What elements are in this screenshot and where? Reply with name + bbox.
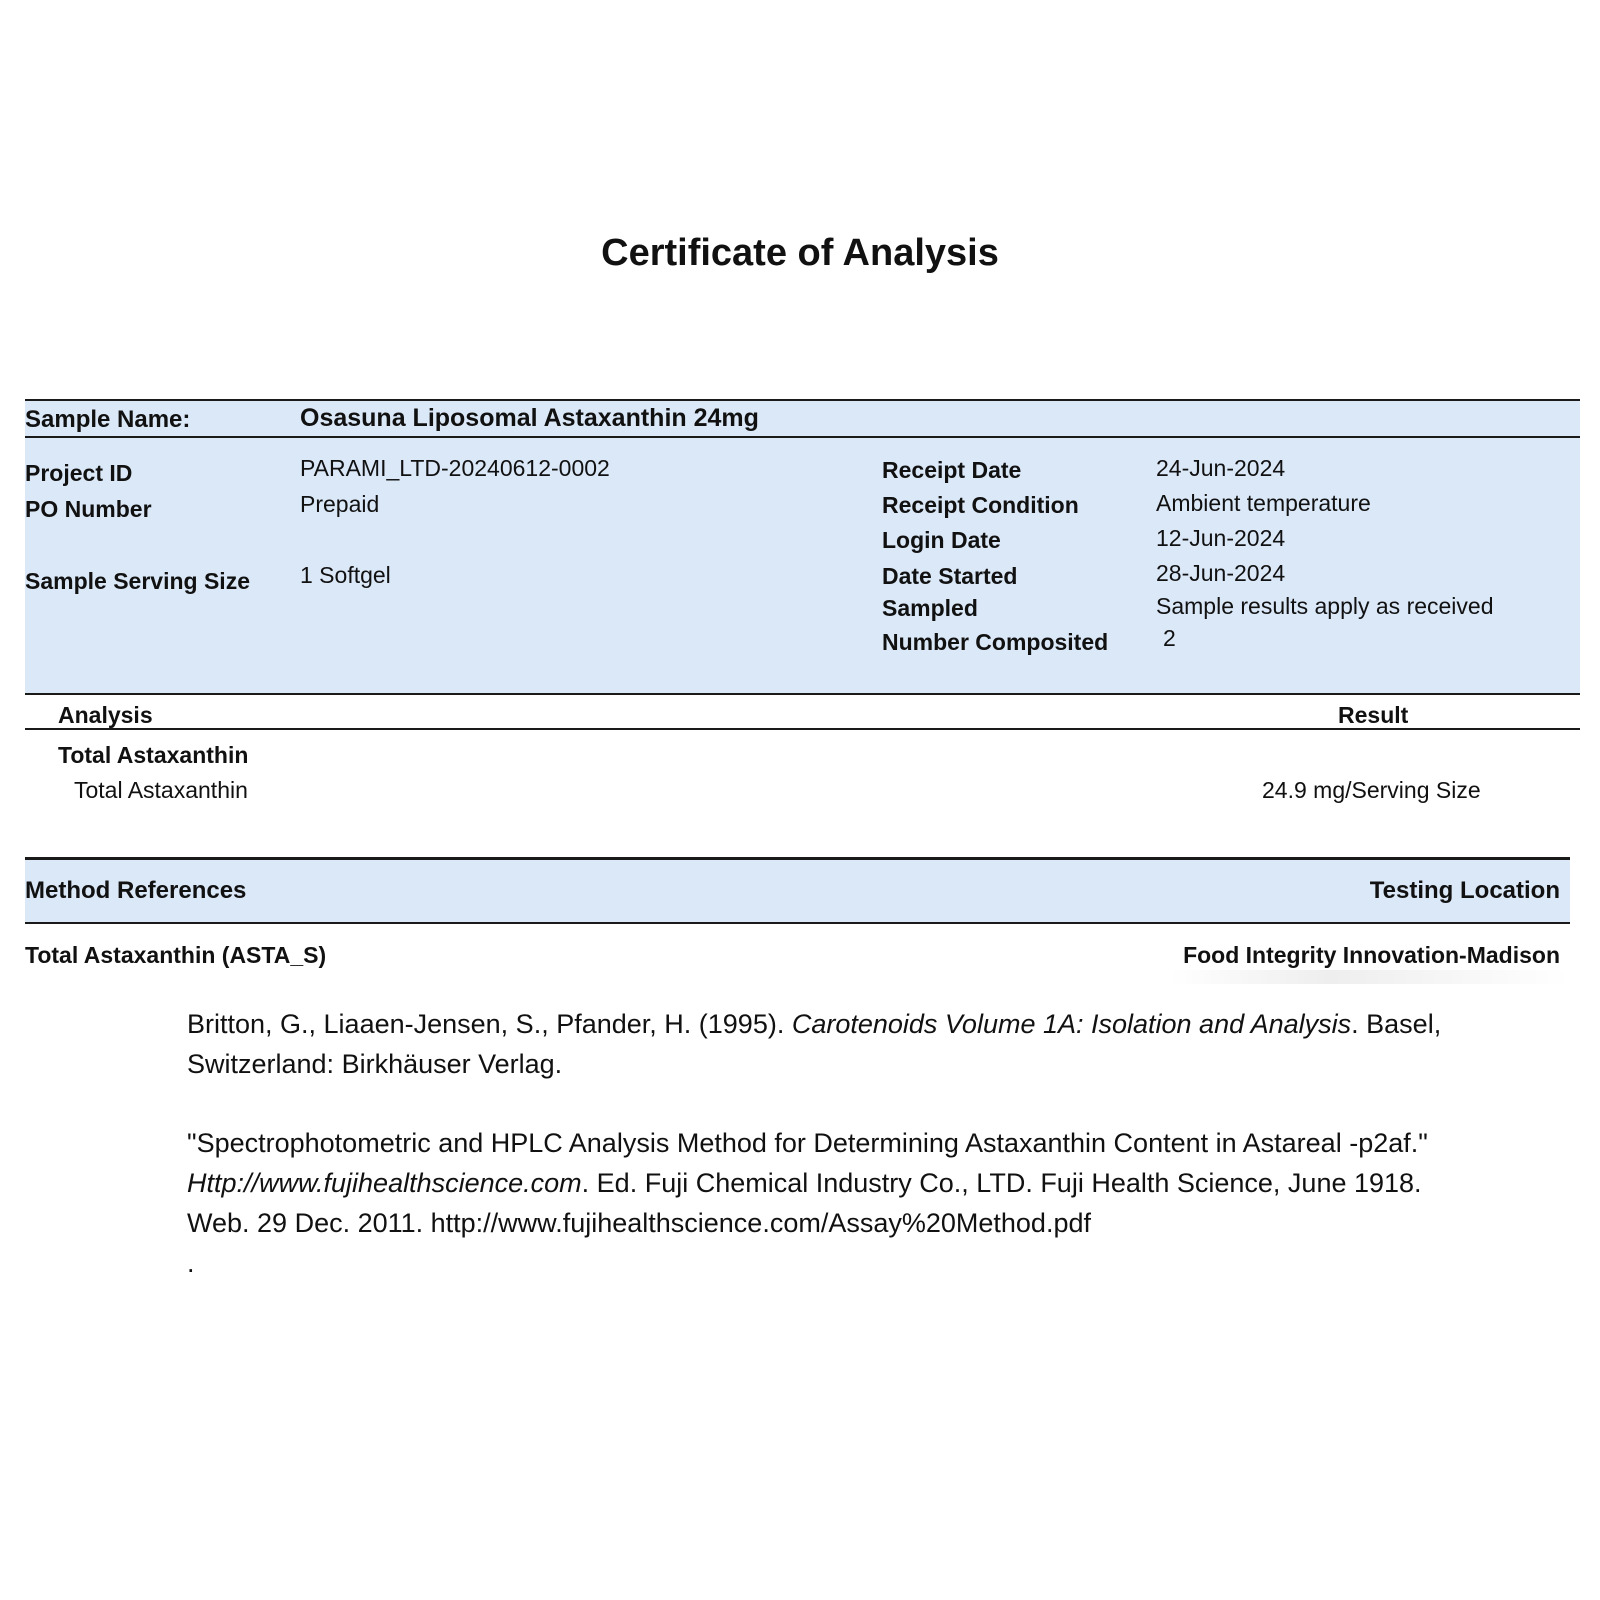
reference-2-text: "Spectrophotometric and HPLC Analysis Method for Determining Astaxanthin Content in Astareal -p2af."	[187, 1128, 1428, 1158]
analysis-header-rule	[25, 728, 1580, 730]
receipt-condition-label: Receipt Condition	[882, 492, 1079, 518]
sample-name-label: Sample Name:	[25, 406, 191, 433]
analysis-column-header: Analysis	[58, 702, 153, 728]
testing-location-value: Food Integrity Innovation-Madison	[1183, 942, 1560, 968]
number-composited-label: Number Composited	[882, 629, 1109, 655]
po-number-value: Prepaid	[300, 491, 380, 517]
project-id-label: Project ID	[25, 460, 133, 486]
reference-1	[187, 1004, 1447, 1084]
sample-name-value: Osasuna Liposomal Astaxanthin 24mg	[300, 404, 759, 432]
method-name: Total Astaxanthin (ASTA_S)	[25, 942, 327, 968]
methods-header-band	[25, 860, 1570, 923]
number-composited-value: 2	[1163, 625, 1176, 651]
project-id-value: PARAMI_LTD-20240612-0002	[300, 455, 610, 481]
reference-1-publisher: . Basel, Switzerland: Birkhäuser Verlag.	[187, 1009, 1442, 1079]
receipt-condition-value: Ambient temperature	[1156, 490, 1371, 516]
reference-2-site: Http://www.fujihealthscience.com	[187, 1168, 582, 1198]
reference-2	[187, 1123, 1447, 1283]
reference-1-text: Britton, G., Liaaen-Jensen, S., Pfander, H. (1995).	[187, 1009, 792, 1039]
info-bottom-rule	[25, 693, 1580, 695]
serving-size-label: Sample Serving Size	[25, 568, 250, 594]
result-column-header: Result	[1338, 702, 1409, 728]
testing-location-header: Testing Location	[1369, 877, 1560, 904]
methods-bottom-rule	[25, 922, 1570, 924]
date-started-label: Date Started	[882, 563, 1018, 589]
serving-size-value: 1 Softgel	[300, 562, 391, 588]
sampled-label: Sampled	[882, 595, 978, 621]
analysis-row-name: Total Astaxanthin	[74, 777, 248, 803]
document-title: Certificate of Analysis	[601, 232, 999, 274]
login-date-label: Login Date	[882, 527, 1001, 553]
scan-artifact	[1170, 970, 1570, 984]
analysis-row-result: 24.9 mg/Serving Size	[1262, 777, 1481, 803]
reference-2-trailing: .	[187, 1248, 195, 1278]
receipt-date-value: 24-Jun-2024	[1156, 455, 1286, 481]
login-date-value: 12-Jun-2024	[1156, 525, 1286, 551]
date-started-value: 28-Jun-2024	[1156, 560, 1286, 586]
po-number-label: PO Number	[25, 496, 152, 522]
analysis-group-label: Total Astaxanthin	[58, 742, 249, 768]
method-references-header: Method References	[25, 877, 247, 904]
sample-info-band	[25, 401, 1580, 693]
top-rule	[25, 399, 1580, 401]
sample-name-rule	[25, 436, 1580, 438]
receipt-date-label: Receipt Date	[882, 457, 1022, 483]
reference-2-details: . Ed. Fuji Chemical Industry Co., LTD. Fuji Health Science, June 1918. Web. 29 Dec. 2011. http://www.fujihealthscience.com/Assay%20Method.pdf	[187, 1168, 1422, 1238]
reference-1-title: Carotenoids Volume 1A: Isolation and Analysis	[791, 1009, 1352, 1039]
sampled-value: Sample results apply as received	[1156, 593, 1494, 619]
